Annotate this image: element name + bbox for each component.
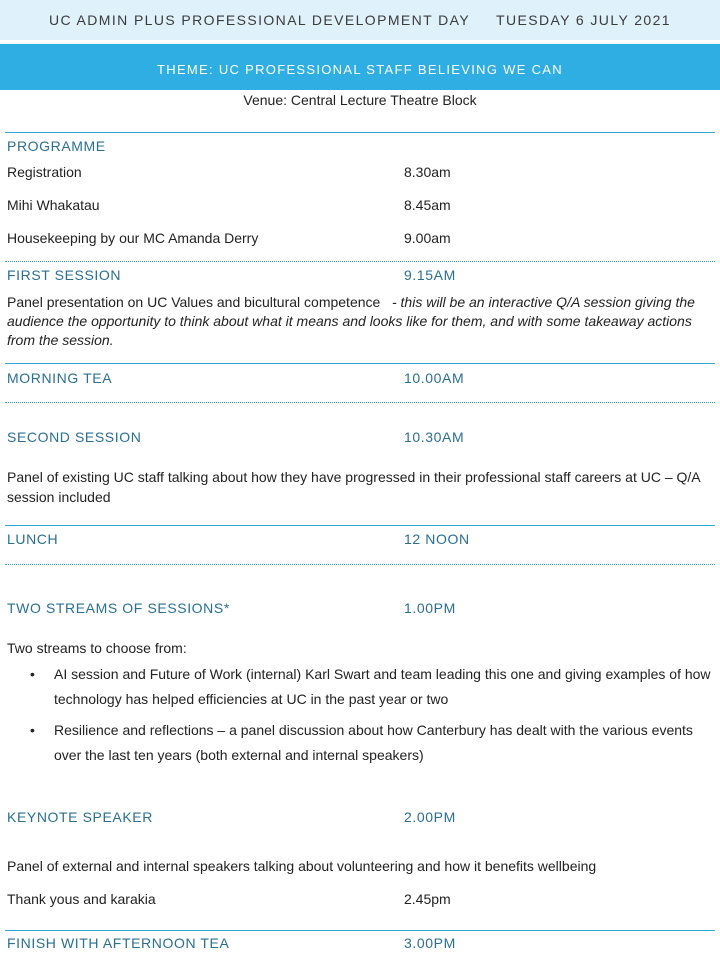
bullet-icon: • (30, 722, 35, 738)
morning-tea-time: 10.00AM (404, 370, 465, 386)
list-item (30, 662, 720, 712)
first-session-heading: FIRST SESSION (7, 267, 122, 283)
first-session-time: 9.15AM (404, 267, 456, 283)
morning-tea-heading: MORNING TEA (7, 370, 113, 386)
lunch-heading: LUNCH (7, 531, 59, 547)
two-streams-time: 1.00PM (404, 600, 456, 616)
first-session-text: Panel presentation on UC Values and bicultural competence (7, 294, 381, 310)
theme-banner: THEME: UC PROFESSIONAL STAFF BELIEVING WE CAN (0, 44, 720, 90)
venue-line: Venue: Central Lecture Theatre Block (243, 92, 477, 108)
first-session-note: - this will be an interactive Q/A session giving the audience the opportunity to think about what it means and looks like for them, and with some takeaway actions from the session. (7, 294, 695, 348)
divider (5, 132, 715, 133)
divider (5, 261, 715, 262)
second-session-heading: SECOND SESSION (7, 429, 142, 445)
keynote-heading: KEYNOTE SPEAKER (7, 809, 153, 825)
programme-heading: PROGRAMME (7, 138, 106, 154)
thank-yous-label: Thank yous and karakia (7, 891, 156, 907)
thank-yous-time: 2.45pm (404, 891, 451, 907)
keynote-description: Panel of external and internal speakers talking about volunteering and how it benefits wellbeing (7, 858, 597, 874)
divider (5, 363, 715, 364)
finish-time: 3.00PM (404, 935, 456, 951)
first-session-description (7, 293, 712, 350)
mihi-label: Mihi Whakatau (7, 197, 100, 213)
list-item (30, 718, 720, 768)
lunch-time: 12 NOON (404, 531, 470, 547)
registration-time: 8.30am (404, 164, 451, 180)
bullet-icon: • (30, 666, 35, 682)
housekeeping-time: 9.00am (404, 230, 451, 246)
divider (5, 564, 715, 565)
registration-label: Registration (7, 164, 82, 180)
mihi-time: 8.45am (404, 197, 451, 213)
two-streams-heading: TWO STREAMS OF SESSIONS* (7, 600, 230, 616)
streams-list (30, 662, 720, 774)
stream-text: AI session and Future of Work (internal) Karl Swart and team leading this one and giving examples of how technology has helped efficiencies at UC in the past year or two (54, 666, 711, 707)
event-title-banner: UC ADMIN PLUS PROFESSIONAL DEVELOPMENT DAY TUESDAY 6 JULY 2021 (0, 0, 720, 40)
second-session-time: 10.30AM (404, 429, 465, 445)
second-session-description: Panel of existing UC staff talking about how they have progressed in their professional staff careers at UC – Q/A session included (7, 469, 700, 505)
keynote-time: 2.00PM (404, 809, 456, 825)
divider (5, 930, 715, 931)
two-streams-intro: Two streams to choose from: (7, 640, 187, 656)
housekeeping-label: Housekeeping by our MC Amanda Derry (7, 230, 259, 246)
finish-heading: FINISH WITH AFTERNOON TEA (7, 935, 230, 951)
divider (5, 525, 715, 526)
divider (5, 402, 715, 403)
stream-text: Resilience and reflections – a panel discussion about how Canterbury has dealt with the various events over the last ten years (both external and internal speakers) (54, 722, 693, 763)
